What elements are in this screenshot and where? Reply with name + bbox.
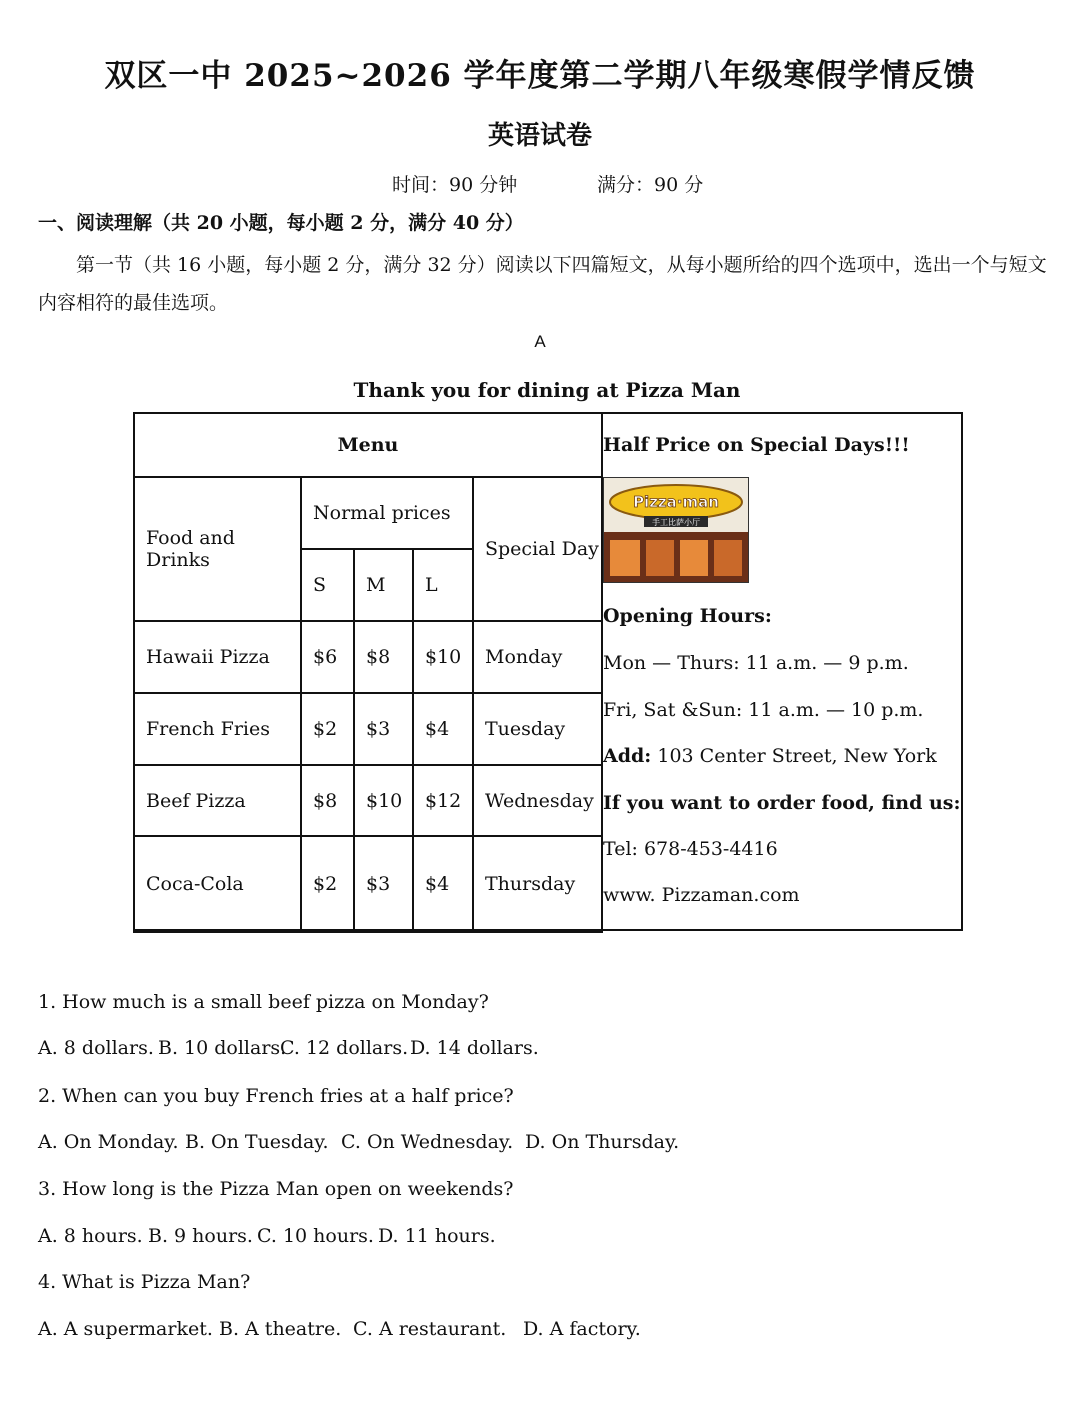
special-day: Tuesday [473, 693, 602, 765]
price-s: $2 [301, 836, 354, 932]
size-l: L [413, 549, 473, 621]
special-day: Wednesday [473, 765, 602, 836]
price-l: $12 [413, 765, 473, 836]
menu-row [134, 765, 602, 836]
price-m: $10 [354, 765, 413, 836]
exam-title: 双区一中 2025~2026 学年度第二学期八年级寒假学情反馈 [104, 58, 976, 94]
hours-weekend: Fri, Sat &Sun: 11 a.m. — 10 p.m. [603, 699, 924, 721]
special-day: Monday [473, 621, 602, 693]
option: D. On Thursday. [525, 1131, 680, 1153]
option: A. On Monday. [38, 1131, 179, 1153]
hours-heading: Opening Hours: [603, 605, 772, 627]
section-heading: 一、阅读理解（共 20 小题，每小题 2 分，满分 40 分） [38, 212, 524, 234]
price-m: $3 [354, 693, 413, 765]
special-days-heading: Half Price on Special Days!!! [603, 434, 910, 456]
col-special-day: Special Day [473, 477, 602, 621]
menu-row [134, 836, 602, 932]
size-s: S [301, 549, 354, 621]
option: A. 8 hours. [38, 1225, 143, 1247]
option: B. A theatre. [219, 1318, 342, 1340]
option: B. 9 hours. [148, 1225, 253, 1247]
address-label: Add: [603, 745, 652, 767]
option: C. 12 dollars. [280, 1037, 409, 1059]
menu-item: Coca-Cola [134, 836, 301, 932]
price-s: $8 [301, 765, 354, 836]
logo-text: Pizza·man [633, 493, 719, 511]
passage-letter: A [534, 332, 546, 351]
menu-row [134, 693, 602, 765]
option: D. A factory. [523, 1318, 641, 1340]
menu-item: French Fries [134, 693, 301, 765]
col-food-drinks: Food and Drinks [134, 477, 301, 621]
option: D. 14 dollars. [410, 1037, 539, 1059]
logo-subtext: 手工比萨小厅 [652, 518, 700, 527]
pizza-man-logo-image [603, 477, 749, 583]
menu-table [133, 412, 603, 933]
price-l: $4 [413, 836, 473, 932]
size-m: M [354, 549, 413, 621]
option: D. 11 hours. [378, 1225, 496, 1247]
question-1: 1. How much is a small beef pizza on Monday? [38, 991, 489, 1013]
section-intro: 第一节（共 16 小题，每小题 2 分，满分 32 分）阅读以下四篇短文，从每小题所给的四个选项中，选出一个与短文内容相符的最佳选项。 [38, 254, 1047, 314]
exam-subject: 英语试卷 [487, 121, 592, 151]
question-4: 4. What is Pizza Man? [38, 1271, 251, 1293]
option: A. 8 dollars. [38, 1037, 154, 1059]
price-s: $2 [301, 693, 354, 765]
price-s: $6 [301, 621, 354, 693]
special-day: Thursday [473, 836, 602, 932]
address-line [603, 745, 937, 767]
option: B. On Tuesday. [185, 1131, 329, 1153]
hours-weekday: Mon — Thurs: 11 a.m. — 9 p.m. [603, 652, 909, 674]
option: C. On Wednesday. [341, 1131, 514, 1153]
storefront-icon [604, 478, 748, 582]
option: B. 10 dollars. [158, 1037, 287, 1059]
col-normal-prices: Normal prices [301, 477, 473, 549]
menu-item: Beef Pizza [134, 765, 301, 836]
price-l: $4 [413, 693, 473, 765]
price-l: $10 [413, 621, 473, 693]
question-2: 2. When can you buy French fries at a half price? [38, 1085, 514, 1107]
option: A. A supermarket. [38, 1318, 213, 1340]
website: www. Pizzaman.com [603, 884, 800, 906]
exam-time: 时间：90 分钟 [392, 174, 518, 196]
order-heading: If you want to order food, find us: [603, 792, 961, 814]
option: C. 10 hours. [257, 1225, 374, 1247]
telephone: Tel: 678-453-4416 [603, 838, 778, 860]
question-3: 3. How long is the Pizza Man open on weekends? [38, 1178, 514, 1200]
option: C. A restaurant. [353, 1318, 507, 1340]
exam-score: 满分：90 分 [597, 174, 704, 196]
menu-row [134, 621, 602, 693]
menu-header: Menu [134, 413, 602, 477]
menu-item: Hawaii Pizza [134, 621, 301, 693]
address-value: 103 Center Street, New York [657, 745, 937, 767]
passage-title: Thank you for dining at Pizza Man [353, 378, 741, 402]
price-m: $3 [354, 836, 413, 932]
price-m: $8 [354, 621, 413, 693]
